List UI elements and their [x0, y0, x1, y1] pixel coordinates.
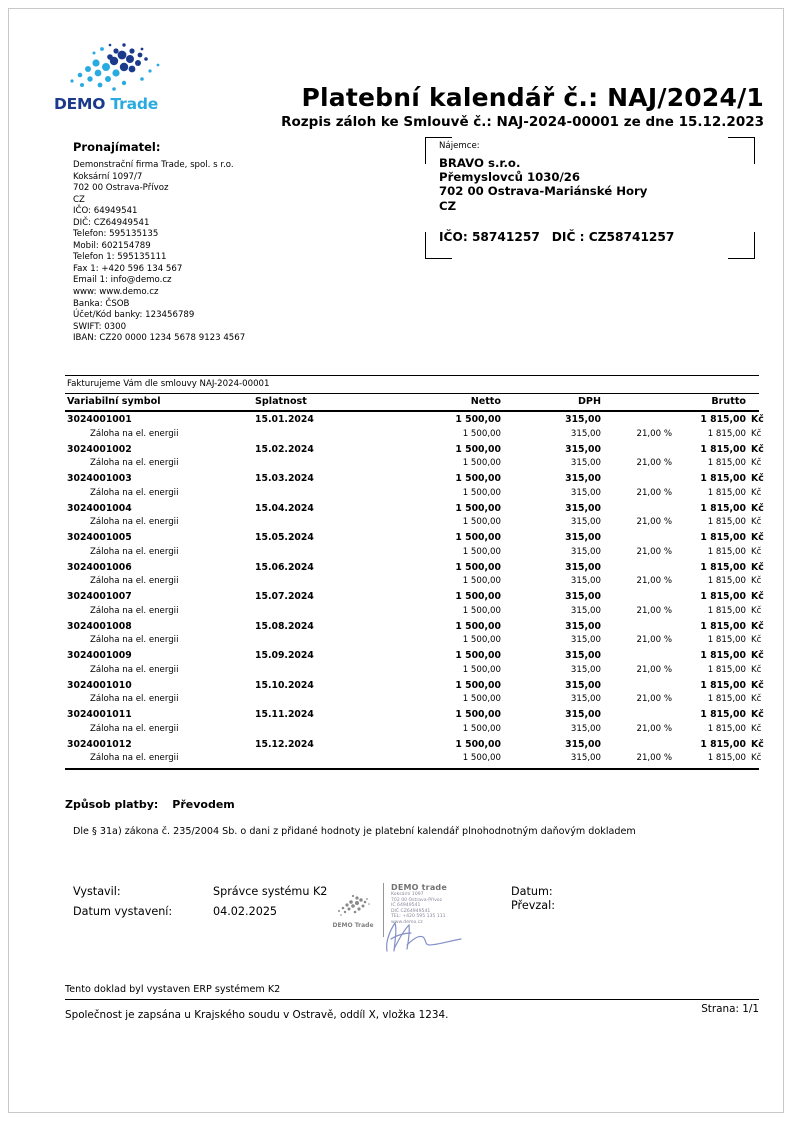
cell-brutto: 1 815,00 — [707, 723, 746, 734]
table-subrow — [65, 517, 762, 532]
cell-due-date: 15.02.2024 — [255, 443, 314, 455]
cell-brutto: 1 815,00 — [707, 635, 746, 646]
issue-date-value: 04.02.2025 — [213, 905, 278, 918]
stamp-line: www.demo.cz — [391, 919, 423, 925]
cell-due-date: 15.06.2024 — [255, 561, 314, 573]
cell-netto: 1 500,00 — [462, 635, 501, 646]
cell-vat-rate: 21,00 % — [636, 576, 672, 587]
column-header-due-date: Splatnost — [255, 396, 307, 407]
table-row — [65, 532, 764, 547]
cell-vat-rate: 21,00 % — [636, 694, 672, 705]
cell-due-date: 15.03.2024 — [255, 473, 314, 484]
table-row — [65, 679, 764, 695]
cell-dph: 315,00 — [570, 694, 601, 705]
supplier-line: Fax 1: +420 596 134 567 — [73, 263, 183, 274]
table-subrow — [65, 428, 762, 444]
cell-dph: 315,00 — [565, 473, 601, 484]
cell-brutto: 1 815,00 — [700, 620, 746, 632]
table-subrow — [65, 635, 762, 650]
cell-currency: Kč — [751, 546, 762, 557]
table-body — [65, 412, 764, 768]
cell-dph: 315,00 — [570, 487, 601, 498]
cell-currency: Kč — [751, 709, 764, 720]
cell-brutto: 1 815,00 — [707, 517, 746, 528]
cell-brutto: 1 815,00 — [707, 576, 746, 587]
cell-netto: 1 500,00 — [462, 428, 501, 439]
cell-brutto: 1 815,00 — [700, 443, 746, 455]
cell-vat-rate: 21,00 % — [636, 487, 672, 498]
cell-currency: Kč — [751, 664, 762, 675]
cell-variable-symbol: 3024001007 — [67, 591, 132, 602]
cell-currency: Kč — [751, 576, 762, 587]
cell-vat-rate: 21,00 % — [636, 458, 672, 469]
supplier-address-lines — [73, 160, 403, 345]
table-bottom-rule — [65, 768, 759, 770]
cell-brutto: 1 815,00 — [707, 546, 746, 557]
customer-line: Přemyslovců 1030/26 — [439, 170, 581, 185]
supplier-line: SWIFT: 0300 — [73, 321, 127, 332]
table-subrow — [65, 546, 762, 562]
cell-description: Záloha na el. energii — [90, 546, 179, 557]
cell-netto: 1 500,00 — [455, 591, 501, 602]
cell-currency: Kč — [751, 532, 764, 543]
supplier-label: Pronajímatel: — [73, 140, 161, 154]
table-row — [65, 650, 764, 665]
cell-due-date: 15.01.2024 — [255, 414, 314, 425]
cell-currency: Kč — [751, 738, 764, 750]
cell-currency: Kč — [751, 473, 764, 484]
cell-description: Záloha na el. energii — [90, 517, 179, 528]
handwritten-signature — [381, 919, 467, 953]
stamp-logo-text: DEMO Trade — [332, 922, 374, 929]
cell-dph: 315,00 — [565, 591, 601, 602]
supplier-line: Koksární 1097/7 — [73, 171, 143, 182]
payment-method-value: Převodem — [172, 798, 235, 811]
cell-dph: 315,00 — [570, 546, 601, 557]
logo-name-secondary: Trade — [105, 95, 159, 113]
table-row — [65, 473, 764, 488]
cell-brutto: 1 815,00 — [700, 650, 746, 661]
customer-block — [425, 137, 755, 259]
cell-vat-rate: 21,00 % — [636, 546, 672, 557]
table-subrow — [65, 487, 762, 503]
cell-currency: Kč — [751, 723, 762, 734]
cell-vat-rate: 21,00 % — [636, 664, 672, 675]
cell-brutto: 1 815,00 — [700, 738, 746, 750]
stamp-line: IČ 64949541 — [391, 903, 421, 909]
company-stamp — [327, 883, 457, 955]
cell-variable-symbol: 3024001006 — [67, 561, 132, 573]
cell-netto: 1 500,00 — [462, 576, 501, 587]
column-header-brutto: Brutto — [711, 396, 746, 407]
cell-currency: Kč — [751, 753, 762, 764]
cell-brutto: 1 815,00 — [700, 561, 746, 573]
cell-variable-symbol: 3024001008 — [67, 620, 132, 632]
cell-netto: 1 500,00 — [462, 694, 501, 705]
supplier-line: www: www.demo.cz — [73, 287, 159, 298]
payment-method-label: Způsob platby: — [65, 798, 159, 811]
cell-dph: 315,00 — [570, 428, 601, 439]
supplier-line: Telefon 1: 595135111 — [73, 252, 167, 263]
cell-currency: Kč — [751, 502, 764, 514]
footer-rule — [65, 999, 759, 1000]
cell-brutto: 1 815,00 — [707, 605, 746, 616]
cell-variable-symbol: 3024001004 — [67, 502, 132, 514]
cell-currency: Kč — [751, 414, 764, 425]
cell-vat-rate: 21,00 % — [636, 753, 672, 764]
table-row — [65, 709, 764, 724]
cell-due-date: 15.10.2024 — [255, 679, 314, 691]
received-by-label: Převzal: — [511, 898, 556, 912]
logo-name-primary: DEMO — [54, 95, 106, 113]
cell-due-date: 15.12.2024 — [255, 738, 314, 750]
cell-brutto: 1 815,00 — [707, 694, 746, 705]
cell-variable-symbol: 3024001002 — [67, 443, 132, 455]
cell-variable-symbol: 3024001001 — [67, 414, 132, 425]
table-row — [65, 414, 764, 429]
supplier-line: IČO: 64949541 — [73, 206, 138, 217]
cell-brutto: 1 815,00 — [707, 753, 746, 764]
cell-brutto: 1 815,00 — [707, 428, 746, 439]
cell-currency: Kč — [751, 428, 762, 439]
cell-dph: 315,00 — [565, 620, 601, 632]
stamp-line: TEL: +420 595 135 111 — [391, 914, 446, 920]
cell-brutto: 1 815,00 — [707, 487, 746, 498]
document-subtitle: Rozpis záloh ke Smlouvě č.: NAJ-2024-00001 ze dne 15.12.2023 — [281, 114, 764, 130]
issue-date-label: Datum vystavení: — [73, 905, 173, 918]
cell-dph: 315,00 — [565, 709, 601, 720]
cell-variable-symbol: 3024001003 — [67, 473, 132, 484]
cell-netto: 1 500,00 — [455, 532, 501, 543]
table-row — [65, 443, 764, 459]
cell-netto: 1 500,00 — [455, 443, 501, 455]
cell-variable-symbol: 3024001012 — [67, 738, 132, 750]
cell-variable-symbol: 3024001009 — [67, 650, 132, 661]
cell-vat-rate: 21,00 % — [636, 635, 672, 646]
cell-netto: 1 500,00 — [462, 546, 501, 557]
cell-currency: Kč — [751, 650, 764, 661]
cell-netto: 1 500,00 — [455, 502, 501, 514]
cell-currency: Kč — [751, 635, 762, 646]
cell-brutto: 1 815,00 — [700, 473, 746, 484]
customer-line: BRAVO s.r.o. — [439, 156, 521, 170]
cell-currency: Kč — [751, 561, 764, 573]
footer-erp-note: Tento doklad byl vystaven ERP systémem K2 — [65, 984, 281, 995]
supplier-line: Mobil: 602154789 — [73, 240, 151, 251]
cell-netto: 1 500,00 — [462, 753, 501, 764]
cell-due-date: 15.05.2024 — [255, 532, 314, 543]
table-caption: Fakturujeme Vám dle smlouvy NAJ-2024-00001 — [67, 379, 270, 389]
document-page — [8, 8, 784, 1113]
cell-netto: 1 500,00 — [455, 679, 501, 691]
stamp-logo-dots-icon — [331, 891, 377, 917]
table-subrow — [65, 694, 762, 709]
column-header-netto: Netto — [470, 396, 501, 407]
cell-netto: 1 500,00 — [455, 650, 501, 661]
cell-netto: 1 500,00 — [455, 414, 501, 425]
cell-currency: Kč — [751, 679, 764, 691]
cell-dph: 315,00 — [570, 723, 601, 734]
cell-currency: Kč — [751, 591, 764, 602]
cell-vat-rate: 21,00 % — [636, 605, 672, 616]
supplier-line: DIČ: CZ64949541 — [73, 217, 150, 228]
supplier-line: Email 1: info@demo.cz — [73, 275, 172, 286]
supplier-line: CZ — [73, 194, 85, 205]
cell-dph: 315,00 — [570, 753, 601, 764]
cell-dph: 315,00 — [565, 414, 601, 425]
cell-dph: 315,00 — [565, 443, 601, 455]
cell-currency: Kč — [751, 620, 764, 632]
stamp-line: DIČ CZ64949541 — [391, 908, 431, 914]
table-subrow — [65, 576, 762, 591]
table-header-row — [65, 394, 759, 410]
cell-description: Záloha na el. energii — [90, 664, 179, 675]
cell-dph: 315,00 — [570, 458, 601, 469]
table-subrow — [65, 723, 762, 739]
cell-description: Záloha na el. energii — [90, 428, 179, 439]
cell-variable-symbol: 3024001005 — [67, 532, 132, 543]
supplier-line: IBAN: CZ20 0000 1234 5678 9123 4567 — [73, 333, 246, 344]
table-row — [65, 561, 764, 577]
cell-netto: 1 500,00 — [462, 458, 501, 469]
document-title: Platební kalendář č.: NAJ/2024/1 — [301, 83, 764, 112]
cell-dph: 315,00 — [570, 605, 601, 616]
customer-line: 702 00 Ostrava-Mariánské Hory — [439, 184, 648, 199]
cell-vat-rate: 21,00 % — [636, 428, 672, 439]
cell-vat-rate: 21,00 % — [636, 723, 672, 734]
table-subrow — [65, 664, 762, 680]
cell-dph: 315,00 — [565, 532, 601, 543]
stamp-line: 702 00 Ostrava-Přívoz — [391, 897, 443, 903]
cell-description: Záloha na el. energii — [90, 635, 179, 646]
cell-currency: Kč — [751, 443, 764, 455]
issued-by-label: Vystavil: — [73, 885, 121, 898]
cell-currency: Kč — [751, 605, 762, 616]
stamp-logo — [327, 891, 379, 929]
cell-due-date: 15.08.2024 — [255, 620, 314, 632]
cell-brutto: 1 815,00 — [700, 502, 746, 514]
receiver-info — [511, 885, 555, 912]
cell-description: Záloha na el. energii — [90, 458, 179, 469]
table-subrow — [65, 458, 762, 473]
cell-description: Záloha na el. energii — [90, 605, 179, 616]
cell-dph: 315,00 — [570, 517, 601, 528]
footer-bar — [65, 1003, 759, 1022]
cell-variable-symbol: 3024001010 — [67, 679, 132, 691]
cell-brutto: 1 815,00 — [707, 664, 746, 675]
footer-page-number: Strana: 1/1 — [701, 1003, 759, 1015]
table-row — [65, 591, 764, 606]
supplier-line: Telefon: 595135135 — [73, 229, 159, 240]
items-table — [65, 375, 764, 770]
cell-netto: 1 500,00 — [462, 723, 501, 734]
cell-due-date: 15.09.2024 — [255, 650, 314, 661]
stamp-title: DEMO trade — [391, 883, 447, 892]
table-row — [65, 738, 764, 754]
customer-line: CZ — [439, 198, 457, 213]
supplier-line: Banka: ČSOB — [73, 298, 130, 309]
table-subrow — [65, 753, 762, 768]
cell-netto: 1 500,00 — [462, 664, 501, 675]
receipt-date-label: Datum: — [511, 885, 553, 898]
cell-netto: 1 500,00 — [455, 620, 501, 632]
cell-dph: 315,00 — [570, 635, 601, 646]
supplier-line: 702 00 Ostrava-Přívoz — [73, 183, 169, 194]
cell-description: Záloha na el. energii — [90, 753, 179, 764]
cell-brutto: 1 815,00 — [700, 532, 746, 543]
cell-brutto: 1 815,00 — [700, 679, 746, 691]
cell-netto: 1 500,00 — [455, 561, 501, 573]
customer-label: Nájemce: — [439, 141, 480, 151]
supplier-block — [73, 140, 403, 345]
cell-dph: 315,00 — [570, 576, 601, 587]
stamp-line: Koksární 1097 — [391, 892, 424, 897]
corner-mark-bottom-right — [728, 232, 755, 259]
cell-description: Záloha na el. energii — [90, 723, 179, 734]
cell-dph: 315,00 — [565, 650, 601, 661]
cell-variable-symbol: 3024001011 — [67, 709, 132, 720]
column-header-dph: DPH — [577, 396, 601, 407]
cell-netto: 1 500,00 — [462, 517, 501, 528]
cell-netto: 1 500,00 — [455, 473, 501, 484]
corner-mark-top-right — [728, 137, 755, 164]
cell-netto: 1 500,00 — [462, 487, 501, 498]
issued-by-value: Správce systému K2 — [213, 885, 328, 898]
customer-dic: DIČ : CZ58741257 — [551, 230, 675, 244]
table-row — [65, 502, 764, 518]
column-header-variable-symbol: Variabilní symbol — [67, 396, 161, 407]
supplier-line: Demonstrační firma Trade, spol. s r.o. — [73, 160, 234, 170]
cell-dph: 315,00 — [565, 679, 601, 691]
payment-method — [65, 798, 235, 811]
supplier-line: Účet/Kód banky: 123456789 — [73, 310, 195, 321]
legal-note: Dle § 31a) zákona č. 235/2004 Sb. o dani z přidané hodnoty je platební kalendář plnohodnotným daňovým dokladem — [73, 826, 636, 837]
cell-due-date: 15.04.2024 — [255, 502, 314, 514]
cell-netto: 1 500,00 — [455, 709, 501, 720]
cell-description: Záloha na el. energii — [90, 487, 179, 498]
cell-dph: 315,00 — [565, 738, 601, 750]
cell-dph: 315,00 — [570, 664, 601, 675]
customer-tax-ids — [439, 230, 674, 244]
cell-netto: 1 500,00 — [462, 605, 501, 616]
cell-brutto: 1 815,00 — [700, 709, 746, 720]
cell-due-date: 15.11.2024 — [255, 709, 314, 720]
customer-ico: IČO: 58741257 — [439, 230, 540, 244]
cell-description: Záloha na el. energii — [90, 576, 179, 587]
cell-currency: Kč — [751, 487, 762, 498]
cell-dph: 315,00 — [565, 502, 601, 514]
cell-currency: Kč — [751, 458, 762, 469]
cell-description: Záloha na el. energii — [90, 694, 179, 705]
cell-vat-rate: 21,00 % — [636, 517, 672, 528]
cell-due-date: 15.07.2024 — [255, 591, 314, 602]
cell-dph: 315,00 — [565, 561, 601, 573]
table-subrow — [65, 605, 762, 621]
cell-currency: Kč — [751, 517, 762, 528]
cell-netto: 1 500,00 — [455, 738, 501, 750]
cell-currency: Kč — [751, 694, 762, 705]
footer-registration-note: Společnost je zapsána u Krajského soudu v Ostravě, oddíl X, vložka 1234. — [65, 1009, 449, 1021]
cell-brutto: 1 815,00 — [700, 414, 746, 425]
table-row — [65, 620, 764, 636]
cell-brutto: 1 815,00 — [707, 458, 746, 469]
cell-brutto: 1 815,00 — [700, 591, 746, 602]
customer-address-lines — [439, 156, 647, 213]
